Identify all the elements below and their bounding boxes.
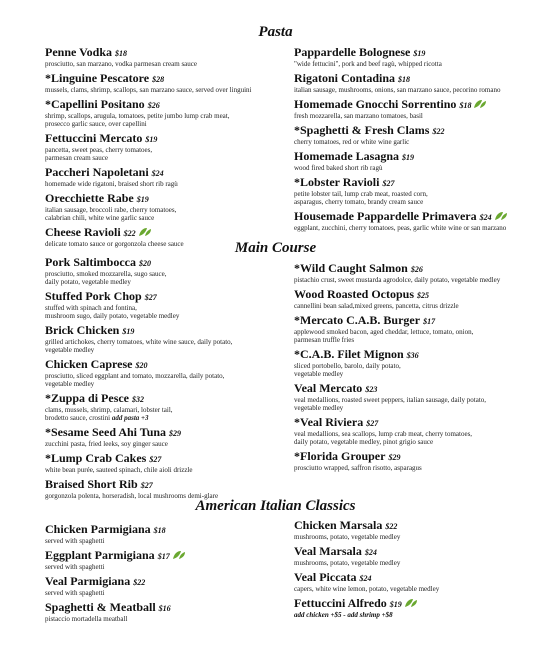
menu-item [45, 549, 295, 571]
menu-item-price: $27 [144, 293, 157, 302]
menu-item-description: mushrooms, potato, vegetable medley [294, 533, 401, 541]
menu-item-name-line [45, 426, 295, 440]
section-title-main-course: Main Course [234, 240, 317, 256]
menu-item-name: Braised Short Rib [45, 477, 138, 491]
menu-item [45, 478, 295, 500]
menu-item-name-line [294, 571, 544, 585]
menu-item-description: shrimp, scallops, arugula, tomatoes, petite jumbo lump crab meat, [45, 112, 230, 120]
menu-item [294, 262, 544, 284]
menu-item [294, 98, 544, 120]
menu-item [294, 416, 544, 446]
menu-item-name: *Wild Caught Salmon [294, 261, 408, 275]
menu-item-price: $27 [366, 419, 379, 428]
menu-item-name-line [45, 478, 295, 492]
section-title-american-italian-classics: American Italian Classics [195, 498, 356, 514]
menu-item-name: Stuffed Pork Chop [45, 289, 142, 303]
vegetarian-leaf-icon [473, 99, 487, 109]
pasta-right-column [294, 46, 544, 236]
menu-item [294, 545, 544, 567]
menu-item-name-line [294, 98, 544, 112]
menu-item-name-line [45, 98, 295, 112]
menu-item-name-line [45, 290, 295, 304]
menu-item-description: calabrian chili, white wine garlic sauce [45, 214, 155, 222]
menu-item [294, 597, 544, 619]
menu-item-name-line [45, 226, 295, 240]
classics-right-column [294, 519, 544, 623]
vegetarian-leaf-icon [404, 598, 418, 608]
menu-item-price: $24 [479, 213, 492, 222]
menu-item-name: Fettuccini Alfredo [294, 596, 387, 610]
menu-item-name-line [45, 166, 295, 180]
menu-item-description: vegetable medley [294, 370, 344, 378]
menu-item-name-line [45, 549, 295, 563]
menu-item [45, 324, 295, 354]
menu-item-price: $29 [169, 429, 182, 438]
menu-item [45, 290, 295, 320]
menu-item-name-line [294, 416, 544, 430]
menu-item-description: parmesan truffle fries [294, 336, 355, 344]
menu-item-description: stuffed with spinach and fontina, [45, 304, 137, 312]
menu-item-price: $18 [459, 101, 472, 110]
menu-item-description: vegetable medley [45, 380, 95, 388]
menu-item-name: Homemade Lasagna [294, 149, 399, 163]
menu-item-description: fresh mozzarella, san marzano tomatoes, basil [294, 112, 423, 120]
menu-item-name-line [45, 46, 295, 60]
menu-item-description: pancetta, sweet peas, cherry tomatoes, [45, 146, 153, 154]
menu-item-price: $22 [123, 229, 136, 238]
menu-item-description: wood fired baked short rib ragù [294, 164, 383, 172]
menu-item [294, 210, 544, 232]
menu-item-name-line [294, 314, 544, 328]
pasta-left-column [45, 46, 295, 252]
menu-item [294, 519, 544, 541]
menu-item [45, 392, 295, 422]
menu-item-description: daily potato, vegetable medley [45, 278, 131, 286]
menu-item-price: $20 [139, 259, 151, 268]
menu-item-name: Fettuccini Mercato [45, 131, 143, 145]
menu-item-name: *Spaghetti & Fresh Clams [294, 123, 430, 137]
menu-item-price: $26 [410, 265, 423, 274]
menu-item-name-line [45, 575, 295, 589]
menu-item-name-line [45, 192, 295, 206]
menu-item-price: $19 [413, 49, 426, 58]
menu-item-description: mussels, clams, shrimp, scallops, san marzano sauce, served over linguini [45, 86, 252, 94]
vegetarian-leaf-icon [138, 227, 152, 237]
menu-item-description: vegetable medley [294, 404, 344, 412]
menu-item-addon: add pasta +3 [111, 414, 149, 422]
menu-item-price: $16 [158, 604, 171, 613]
menu-item-description: applewood smoked bacon, aged cheddar, lettuce, tomato, onion, [294, 328, 474, 336]
menu-item-price: $17 [157, 552, 170, 561]
menu-item-name-line [294, 288, 544, 302]
menu-item-description: gorgonzola polenta, horseradish, local mushrooms demi-glare [45, 492, 219, 500]
section-title-pasta: Pasta [258, 24, 293, 40]
menu-item-price: $24 [151, 169, 164, 178]
menu-item-price: $22 [432, 127, 445, 136]
menu-item [45, 575, 295, 597]
menu-item-name: Wood Roasted Octopus [294, 287, 415, 301]
menu-item [294, 46, 544, 68]
menu-item [294, 176, 544, 206]
menu-item-price: $27 [382, 179, 395, 188]
menu-item-price: $19 [402, 153, 414, 162]
menu-item-price: $17 [423, 317, 436, 326]
menu-item-description: italian sausage, mushrooms, onions, san marzano sauce, pecorino romano [294, 86, 501, 94]
menu-item-description: served with spaghetti [45, 589, 105, 597]
menu-item-name-line [45, 72, 295, 86]
menu-item-description: prosciutto, sliced eggplant and tomato, mozzarella, daily potato, [45, 372, 225, 380]
menu-item-name: Brick Chicken [45, 323, 120, 337]
menu-item [45, 192, 295, 222]
menu-item [294, 314, 544, 344]
menu-item-name-line [45, 256, 295, 270]
menu-item-name: Spaghetti & Meatball [45, 600, 156, 614]
menu-item-description: homemade wide rigatoni, braised short rib ragù [45, 180, 178, 188]
menu-item-description-text: brodetto sauce, crostini [45, 414, 111, 422]
menu-item-name: Rigatoni Contadina [294, 71, 396, 85]
menu-item-name: *Capellini Positano [45, 97, 145, 111]
menu-item-name: Homemade Gnocchi Sorrentino [294, 97, 457, 111]
menu-item-name-line [45, 324, 295, 338]
menu-item-name-line [294, 176, 544, 190]
menu-item [294, 288, 544, 310]
menu-item [294, 348, 544, 378]
menu-item-name: Cheese Ravioli [45, 225, 121, 239]
menu-item [45, 98, 295, 128]
menu-item-price: $18 [153, 526, 166, 535]
menu-item [294, 571, 544, 593]
menu-item-description: eggplant, zucchini, cherry tomatoes, peas, garlic white wine or san marzano [294, 224, 507, 232]
menu-item-name-line [45, 358, 295, 372]
menu-item [294, 150, 544, 172]
menu-item [294, 124, 544, 146]
menu-item-price: $19 [389, 600, 402, 609]
menu-item-name: *Florida Grouper [294, 449, 386, 463]
menu-item [294, 450, 544, 472]
menu-item-description: parmesan cream sauce [45, 154, 108, 162]
menu-item-name-line [294, 72, 544, 86]
vegetarian-leaf-icon [172, 550, 186, 560]
menu-item-description: zucchini pasta, fried leeks, soy ginger sauce [45, 440, 168, 448]
menu-item-name-line [294, 519, 544, 533]
menu-item-name-line [294, 450, 544, 464]
menu-item-description: cherry tomatoes, red or white wine garlic [294, 138, 410, 146]
menu-item-description [45, 414, 295, 422]
menu-item-name-line [294, 124, 544, 138]
menu-item-description: clams, mussels, shrimp, calamari, lobster tail, [45, 406, 173, 414]
menu-item-description: petite lobster tail, lump crab meat, roasted corn, [294, 190, 428, 198]
menu-item [45, 601, 295, 623]
menu-item-description: "wide fettucini", pork and beef ragù, whipped ricotta [294, 60, 442, 68]
menu-item [45, 358, 295, 388]
menu-item-name: *Linguine Pescatore [45, 71, 150, 85]
menu-item [45, 46, 295, 68]
menu-item [294, 382, 544, 412]
menu-item-description: capers, white wine lemon, potato, vegetable medley [294, 585, 440, 593]
menu-item-name: *Sesame Seed Ahi Tuna [45, 425, 167, 439]
menu-item-name: Veal Marsala [294, 544, 362, 558]
menu-item-description: veal medallions, roasted sweet peppers, italian sausage, daily potato, [294, 396, 487, 404]
menu-item-description: pistachio crust, sweet mustarda agrodolce, daily potato, vegetable medley [294, 276, 501, 284]
menu-item-price: $18 [115, 49, 128, 58]
menu-item-addon: add chicken +$5 - add shrimp +$8 [294, 611, 393, 619]
menu-item-description: daily potato, vegetable medley, pinot grigio sauce [294, 438, 434, 446]
menu-item-name-line [45, 523, 295, 537]
menu-item-name-line [45, 452, 295, 466]
menu-item-description: asparagus, cherry tomato, brandy cream sauce [294, 198, 424, 206]
menu-item-price: $24 [364, 548, 377, 557]
menu-item-name: Pork Saltimbocca [45, 255, 136, 269]
menu-item-description: mushroom sugo, daily potato, vegetable medley [45, 312, 180, 320]
menu-item-price: $19 [136, 195, 149, 204]
menu-item-name-line [294, 597, 544, 611]
menu-item-price: $36 [406, 351, 419, 360]
menu-item-name-line [45, 601, 295, 615]
menu-item-price: $32 [132, 395, 145, 404]
menu-item-name: Pappardelle Bolognese [294, 45, 411, 59]
menu-item-price: $22 [385, 522, 398, 531]
menu-item-price: $19 [145, 135, 158, 144]
menu-item-name: Housemade Pappardelle Primavera [294, 209, 477, 223]
menu-item-name: *Mercato C.A.B. Burger [294, 313, 421, 327]
menu-item-description: served with spaghetti [45, 537, 105, 545]
menu-item-price: $25 [417, 291, 430, 300]
menu-item-description: cannellini bean salad,mixed greens, pancetta, citrus drizzle [294, 302, 459, 310]
menu-item-description: delicate tomato sauce or gorgonzola cheese sauce [45, 240, 184, 248]
menu-item-name: *C.A.B. Filet Mignon [294, 347, 404, 361]
menu-item-description: vegetable medley [45, 346, 95, 354]
menu-item-description: prosciutto, san marzano, vodka parmesan cream sauce [45, 60, 197, 68]
menu-item [45, 166, 295, 188]
menu-item-name-line [294, 545, 544, 559]
menu-item-price: $27 [140, 481, 153, 490]
menu-item-name-line [294, 262, 544, 276]
menu-item-price: $28 [152, 75, 165, 84]
menu-item-name-line [294, 150, 544, 164]
menu-item-price: $22 [133, 578, 146, 587]
menu-item [45, 132, 295, 162]
menu-item [45, 452, 295, 474]
menu-item-name: Penne Vodka [45, 45, 113, 59]
menu-item-price: $26 [147, 101, 160, 110]
menu-item-name-line [294, 348, 544, 362]
menu-item-price: $19 [122, 327, 135, 336]
menu-item [45, 523, 295, 545]
menu-item-description: pistaccio mortadella meatball [45, 615, 128, 623]
menu-item-price: $18 [398, 75, 411, 84]
menu-item-name: *Lobster Ravioli [294, 175, 380, 189]
vegetarian-leaf-icon [494, 211, 508, 221]
menu-item [45, 256, 295, 286]
menu-item-name: *Zuppa di Pesce [45, 391, 130, 405]
menu-item-description: italian sausage, broccoli rabe, cherry tomatoes, [45, 206, 177, 214]
menu-item-description: prosciutto, smoked mozzarella, sugo sauce, [45, 270, 167, 278]
menu-item-price: $29 [388, 453, 401, 462]
menu-item-name-line [294, 382, 544, 396]
menu-item-price: $24 [359, 574, 372, 583]
main-course-right-column [294, 262, 544, 476]
menu-item-name-line [45, 132, 295, 146]
menu-item-name: Chicken Parmigiana [45, 522, 151, 536]
menu-item [45, 72, 295, 94]
menu-item-name-line [294, 210, 544, 224]
menu-item-name: Paccheri Napoletani [45, 165, 149, 179]
menu-item-description: prosecco garlic sauce, over capellini [45, 120, 147, 128]
menu-item-description: sliced portobello, barolo, daily potato, [294, 362, 401, 370]
menu-item-name-line [45, 392, 295, 406]
menu-item-description: served with spaghetti [45, 563, 105, 571]
menu-item-price: $27 [149, 455, 162, 464]
menu-item-name-line [294, 46, 544, 60]
menu-item-description: prosciutto wrapped, saffron risotto, asparagus [294, 464, 422, 472]
menu-item-name: Chicken Caprese [45, 357, 133, 371]
classics-left-column [45, 523, 295, 627]
main-course-left-column [45, 256, 295, 504]
menu-item-description: white bean purée, sauteed spinach, chile aioli drizzle [45, 466, 193, 474]
menu-item-name: Eggplant Parmigiana [45, 548, 155, 562]
menu-item-name: Orecchiette Rabe [45, 191, 134, 205]
menu-item-price: $20 [135, 361, 148, 370]
menu-item-name: Veal Parmigiana [45, 574, 131, 588]
menu-item-name: *Veal Riviera [294, 415, 364, 429]
menu-item [45, 426, 295, 448]
menu-item-description: mushrooms, potato, vegetable medley [294, 559, 401, 567]
menu-item-name: Veal Mercato [294, 381, 363, 395]
menu-item-price: $23 [365, 385, 378, 394]
menu-item-description: veal medallions, sea scallops, lump crab meat, cherry tomatoes, [294, 430, 473, 438]
menu-item-name: *Lump Crab Cakes [45, 451, 147, 465]
menu-item-name: Veal Piccata [294, 570, 357, 584]
menu-item-name: Chicken Marsala [294, 518, 383, 532]
menu-item-description: grilled artichokes, cherry tomatoes, white wine sauce, daily potato, [45, 338, 233, 346]
menu-item [294, 72, 544, 94]
